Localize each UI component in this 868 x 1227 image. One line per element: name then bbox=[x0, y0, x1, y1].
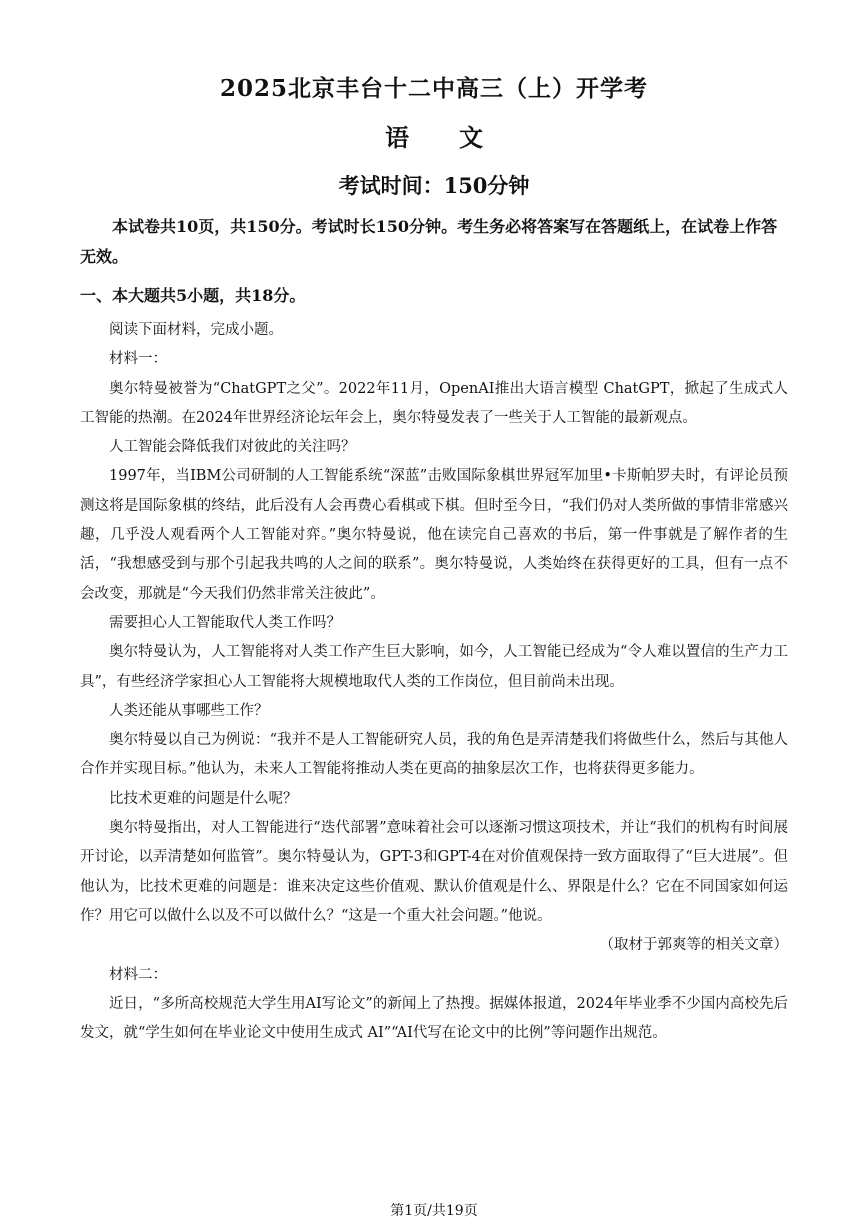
exam-notice: 本试卷共10页，共150分。考试时长150分钟。考生务必将答案写在答题纸上，在试卷上作答无效。 bbox=[80, 217, 778, 266]
question-heading: 人类还能从事哪些工作？ bbox=[109, 702, 269, 719]
paragraph: 奥尔特曼指出，对人工智能进行“迭代部署”意味着社会可以逐渐习惯这项技术，并让“我们的机构有时间展开讨论，以弄清楚如何监管”。奥尔特曼认为，GPT-3和GPT-4在对价值观保持一致方面取得了“巨大进展”。但他认为，比技术更难的问题是：谁来决定这些价值观、默认价值观是什么、界限是什么？它在不同国家如何运作？用它可以做什么以及不可以做什么？“这是一个重大社会问题。”他说。 bbox=[80, 820, 788, 924]
paragraph: 近日，“多所高校规范大学生用AI写论文”的新闻上了热搜。据媒体报道，2024年毕业季不少国内高校先后发文，就“学生如何在毕业论文中使用生成式 AI”“AI代写在论文中的比例”等问题作出规范。 bbox=[80, 995, 788, 1042]
paragraph: 1997年，当IBM公司研制的人工智能系统“深蓝”击败国际象棋世界冠军加里•卡斯帕罗夫时，有评论员预测这将是国际象棋的终结，此后没有人会再费心看棋或下棋。但时至今日，“我们仍对人类所做的事情非常感兴趣，几乎没人观看两个人工智能对弈。”奥尔特曼说，他在读完自己喜欢的书后，第一件事就是了解作者的生活，“我想感受到与那个引起我共鸣的人之间的联系”。奥尔特曼说，人类始终在获得更好的工具，但有一点不会改变，那就是“今天我们仍然非常关注彼此”。 bbox=[80, 468, 788, 602]
paragraph: 奥尔特曼认为，人工智能将对人类工作产生巨大影响，如今，人工智能已经成为“令人难以置信的生产力工具”，有些经济学家担心人工智能将大规模地取代人类的工作岗位，但目前尚未出现。 bbox=[80, 644, 788, 690]
page-number: 第1页/共19页 bbox=[390, 1203, 478, 1219]
exam-title: 2025北京丰台十二中高三（上）开学考 bbox=[219, 75, 648, 102]
paragraph: 奥尔特曼以自己为例说：“我并不是人工智能研究人员，我的角色是弄清楚我们将做些什么，然后与其他人合作并实现目标。”他认为，未来人工智能将推动人类在更高的抽象层次工作，也将获得更多能力。 bbox=[80, 732, 788, 778]
subject-heading: 语文 bbox=[385, 123, 533, 152]
source-citation: （取材于郭爽等的相关文章） bbox=[599, 937, 788, 954]
question-heading: 比技术更难的问题是什么呢？ bbox=[109, 790, 298, 807]
instruction-text: 阅读下面材料，完成小题。 bbox=[109, 322, 283, 338]
material-label: 材料二： bbox=[109, 966, 167, 983]
question-heading: 需要担心人工智能取代人类工作吗？ bbox=[109, 614, 341, 631]
material-label: 材料一： bbox=[109, 351, 167, 368]
reading-material bbox=[80, 316, 788, 1048]
section-heading: 一、本大题共5小题，共18分。 bbox=[80, 286, 306, 305]
paragraph: 奥尔特曼被誉为“ChatGPT之父”。2022年11月，OpenAI推出大语言模型 ChatGPT，掀起了生成式人工智能的热潮。在2024年世界经济论坛年会上，奥尔特曼发表了一些关于人工智能的最新观点。 bbox=[80, 380, 788, 426]
exam-time: 考试时间：150分钟 bbox=[338, 173, 530, 198]
question-heading: 人工智能会降低我们对彼此的关注吗？ bbox=[109, 439, 356, 456]
